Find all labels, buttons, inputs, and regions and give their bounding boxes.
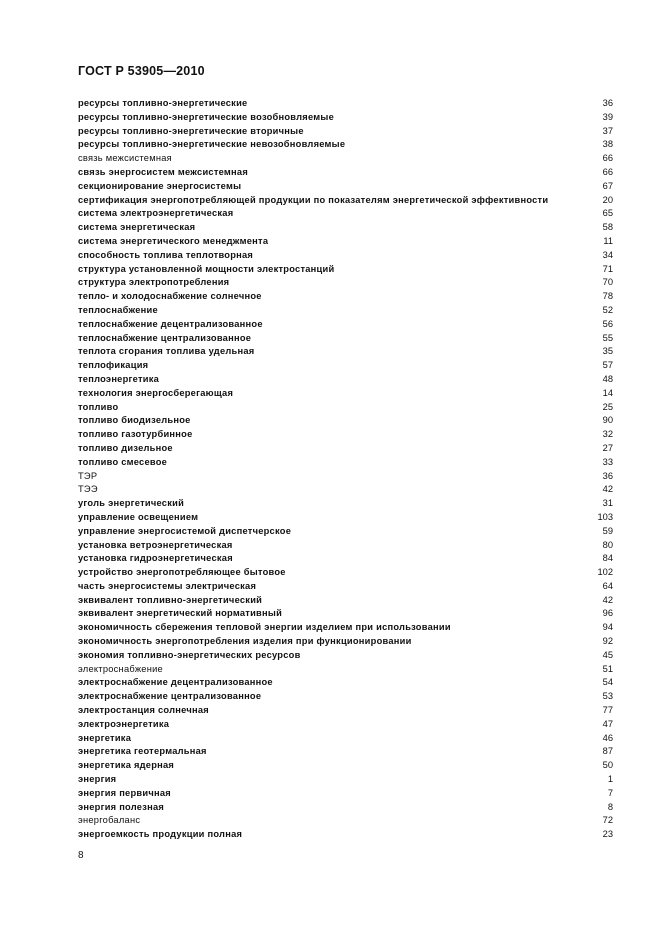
index-term: управление освещением	[78, 511, 199, 522]
index-entry	[78, 207, 613, 221]
index-term: электроснабжение централизованное	[78, 691, 262, 702]
index-entry	[78, 345, 613, 359]
index-entry	[78, 166, 613, 180]
index-list	[78, 97, 613, 842]
index-entry	[78, 511, 613, 525]
index-term: связь межсистемная	[78, 153, 172, 164]
index-page-ref: 8	[607, 801, 613, 812]
index-term: ресурсы топливно-энергетические возобновляемые	[78, 111, 335, 122]
index-page-ref: 36	[602, 98, 613, 108]
index-term: экономия топливно-энергетических ресурсов	[78, 649, 301, 660]
index-term: секционирование энергосистемы	[78, 180, 242, 191]
index-entry	[78, 676, 613, 690]
index-term: топливо биодизельное	[78, 415, 191, 426]
index-entry	[78, 263, 613, 277]
index-page-ref: 59	[602, 525, 613, 536]
index-entry	[78, 787, 613, 801]
index-entry	[78, 566, 613, 580]
index-entry	[78, 497, 613, 511]
index-term: электроснабжение децентрализованное	[78, 677, 273, 688]
index-term: ТЭЭ	[78, 484, 98, 495]
index-page-ref: 80	[602, 539, 613, 550]
index-term: теплоснабжение централизованное	[78, 332, 252, 343]
index-term: система электроэнергетическая	[78, 208, 234, 219]
index-term: энергетика ядерная	[78, 760, 175, 771]
index-entry	[78, 221, 613, 235]
index-entry	[78, 745, 613, 759]
index-page-ref: 70	[602, 277, 613, 288]
index-term: способность топлива теплотворная	[78, 249, 254, 260]
index-term: технология энергосберегающая	[78, 387, 234, 398]
index-page-ref: 31	[602, 498, 613, 509]
index-term: энергия первичная	[78, 787, 171, 798]
index-term: эквивалент энергетический нормативный	[78, 608, 283, 619]
index-page-ref: 67	[602, 180, 613, 191]
index-page-ref: 87	[602, 746, 613, 757]
index-page-ref: 78	[602, 291, 613, 302]
index-entry	[78, 125, 613, 139]
index-entry	[78, 180, 613, 194]
index-entry	[78, 249, 613, 263]
index-entry	[78, 304, 613, 318]
index-page-ref: 52	[602, 304, 613, 315]
index-term: энергия	[78, 774, 117, 785]
index-entry	[78, 718, 613, 732]
index-entry	[78, 594, 613, 608]
index-term: топливо	[78, 401, 119, 412]
index-term: энергоемкость продукции полная	[78, 829, 243, 840]
index-page-ref: 92	[602, 636, 613, 647]
index-page-ref: 20	[602, 194, 613, 205]
index-page-ref: 55	[602, 332, 613, 343]
index-page-ref: 32	[602, 429, 613, 440]
index-page-ref: 46	[602, 732, 613, 743]
index-term: ресурсы топливно-энергетические невозобновляемые	[78, 139, 346, 150]
index-term: эквивалент топливно-энергетический	[78, 594, 263, 605]
index-entry	[78, 828, 613, 842]
index-term: установка ветроэнергетическая	[78, 539, 233, 550]
index-page-ref: 51	[602, 663, 613, 674]
index-entry	[78, 97, 613, 111]
index-term: тепло- и холодоснабжение солнечное	[78, 291, 262, 302]
index-entry	[78, 401, 613, 415]
index-page-ref: 36	[602, 470, 613, 481]
index-entry	[78, 649, 613, 663]
index-page-ref: 66	[602, 166, 613, 177]
index-page-ref: 47	[602, 718, 613, 729]
index-entry	[78, 704, 613, 718]
index-entry	[78, 194, 613, 208]
index-entry	[78, 332, 613, 346]
index-entry	[78, 801, 613, 815]
index-entry	[78, 235, 613, 249]
index-term: система энергетического менеджмента	[78, 235, 269, 246]
index-term: связь энергосистем межсистемная	[78, 166, 249, 177]
index-page-ref: 34	[602, 249, 613, 260]
index-page-ref: 65	[602, 208, 613, 219]
index-term: уголь энергетический	[78, 498, 185, 509]
index-page-ref: 64	[602, 580, 613, 591]
index-page-ref: 14	[602, 387, 613, 398]
index-entry	[78, 456, 613, 470]
index-term: сертификация энергопотребляющей продукции по показателям энергетической эффективности	[78, 194, 549, 205]
index-page-ref: 11	[603, 235, 613, 246]
index-term: топливо смесевое	[78, 456, 168, 467]
index-entry	[78, 138, 613, 152]
index-entry	[78, 732, 613, 746]
index-term: теплофикация	[78, 360, 149, 371]
index-page-ref: 102	[597, 567, 613, 578]
index-term: топливо газотурбинное	[78, 429, 193, 440]
index-entry	[78, 607, 613, 621]
index-page-ref: 94	[602, 622, 613, 633]
index-entry	[78, 428, 613, 442]
index-term: система энергетическая	[78, 222, 196, 233]
index-page-ref: 45	[602, 649, 613, 660]
index-term: теплоснабжение	[78, 304, 158, 315]
index-page-ref: 56	[602, 318, 613, 329]
index-entry	[78, 276, 613, 290]
index-page-ref: 53	[602, 691, 613, 702]
index-entry	[78, 111, 613, 125]
index-term: экономичность сбережения тепловой энергии изделием при использовании	[78, 622, 451, 633]
index-page-ref: 42	[602, 594, 613, 605]
index-page-ref: 27	[602, 442, 613, 453]
index-term: структура установленной мощности электростанций	[78, 263, 335, 274]
index-entry	[78, 539, 613, 553]
index-page-ref: 37	[602, 125, 613, 136]
index-entry	[78, 690, 613, 704]
index-page-ref: 58	[602, 222, 613, 233]
index-page-ref: 39	[602, 111, 613, 122]
index-term: энергия полезная	[78, 801, 165, 812]
index-term: топливо дизельное	[78, 442, 173, 453]
index-page-ref: 35	[602, 346, 613, 357]
index-page-ref: 96	[602, 608, 613, 619]
index-entry	[78, 290, 613, 304]
index-page-ref: 38	[602, 139, 613, 150]
index-page-ref: 57	[602, 360, 613, 371]
index-page-ref: 84	[602, 553, 613, 564]
index-term: ТЭР	[78, 470, 98, 481]
index-term: теплота сгорания топлива удельная	[78, 346, 255, 357]
index-term: структура электропотребления	[78, 277, 230, 288]
index-entry	[78, 552, 613, 566]
index-term: устройство энергопотребляющее бытовое	[78, 567, 286, 578]
index-entry	[78, 580, 613, 594]
index-page-ref: 7	[607, 787, 613, 798]
index-term: электроэнергетика	[78, 718, 170, 729]
index-term: часть энергосистемы электрическая	[78, 580, 257, 591]
document-header: ГОСТ Р 53905—2010	[78, 64, 205, 78]
index-entry	[78, 635, 613, 649]
index-entry	[78, 359, 613, 373]
index-entry	[78, 483, 613, 497]
index-term: теплоэнергетика	[78, 373, 160, 384]
index-page-ref: 50	[602, 760, 613, 771]
index-entry	[78, 470, 613, 484]
index-page-ref: 25	[602, 401, 613, 412]
index-term: энергобаланс	[78, 815, 141, 826]
index-term: электростанция солнечная	[78, 705, 209, 716]
index-page-ref: 23	[602, 829, 613, 840]
index-page-ref: 42	[602, 484, 613, 495]
index-entry	[78, 318, 613, 332]
index-term: управление энергосистемой диспетчерское	[78, 525, 292, 536]
index-entry	[78, 373, 613, 387]
index-entry	[78, 387, 613, 401]
index-term: установка гидроэнергетическая	[78, 553, 233, 564]
index-term: ресурсы топливно-энергетические	[78, 98, 248, 108]
index-term: ресурсы топливно-энергетические вторичные	[78, 125, 304, 136]
page-number: 8	[78, 850, 84, 861]
index-page-ref: 48	[602, 373, 613, 384]
index-page-ref: 33	[602, 456, 613, 467]
index-page-ref: 103	[597, 511, 613, 522]
index-page-ref: 54	[602, 677, 613, 688]
index-entry	[78, 773, 613, 787]
index-term: экономичность энергопотребления изделия при функционировании	[78, 636, 412, 647]
index-entry	[78, 814, 613, 828]
index-term: энергетика геотермальная	[78, 746, 207, 757]
index-entry	[78, 759, 613, 773]
index-page-ref: 71	[602, 263, 613, 274]
index-entry	[78, 663, 613, 677]
index-entry	[78, 152, 613, 166]
index-entry	[78, 621, 613, 635]
index-term: энергетика	[78, 732, 132, 743]
index-page-ref: 1	[607, 774, 613, 785]
index-term: электроснабжение	[78, 663, 163, 674]
index-entry	[78, 414, 613, 428]
index-term: теплоснабжение децентрализованное	[78, 318, 263, 329]
index-page-ref: 90	[602, 415, 613, 426]
index-entry	[78, 525, 613, 539]
index-entry	[78, 442, 613, 456]
index-page-ref: 77	[602, 705, 613, 716]
index-page-ref: 72	[602, 815, 613, 826]
index-page-ref: 66	[602, 153, 613, 164]
